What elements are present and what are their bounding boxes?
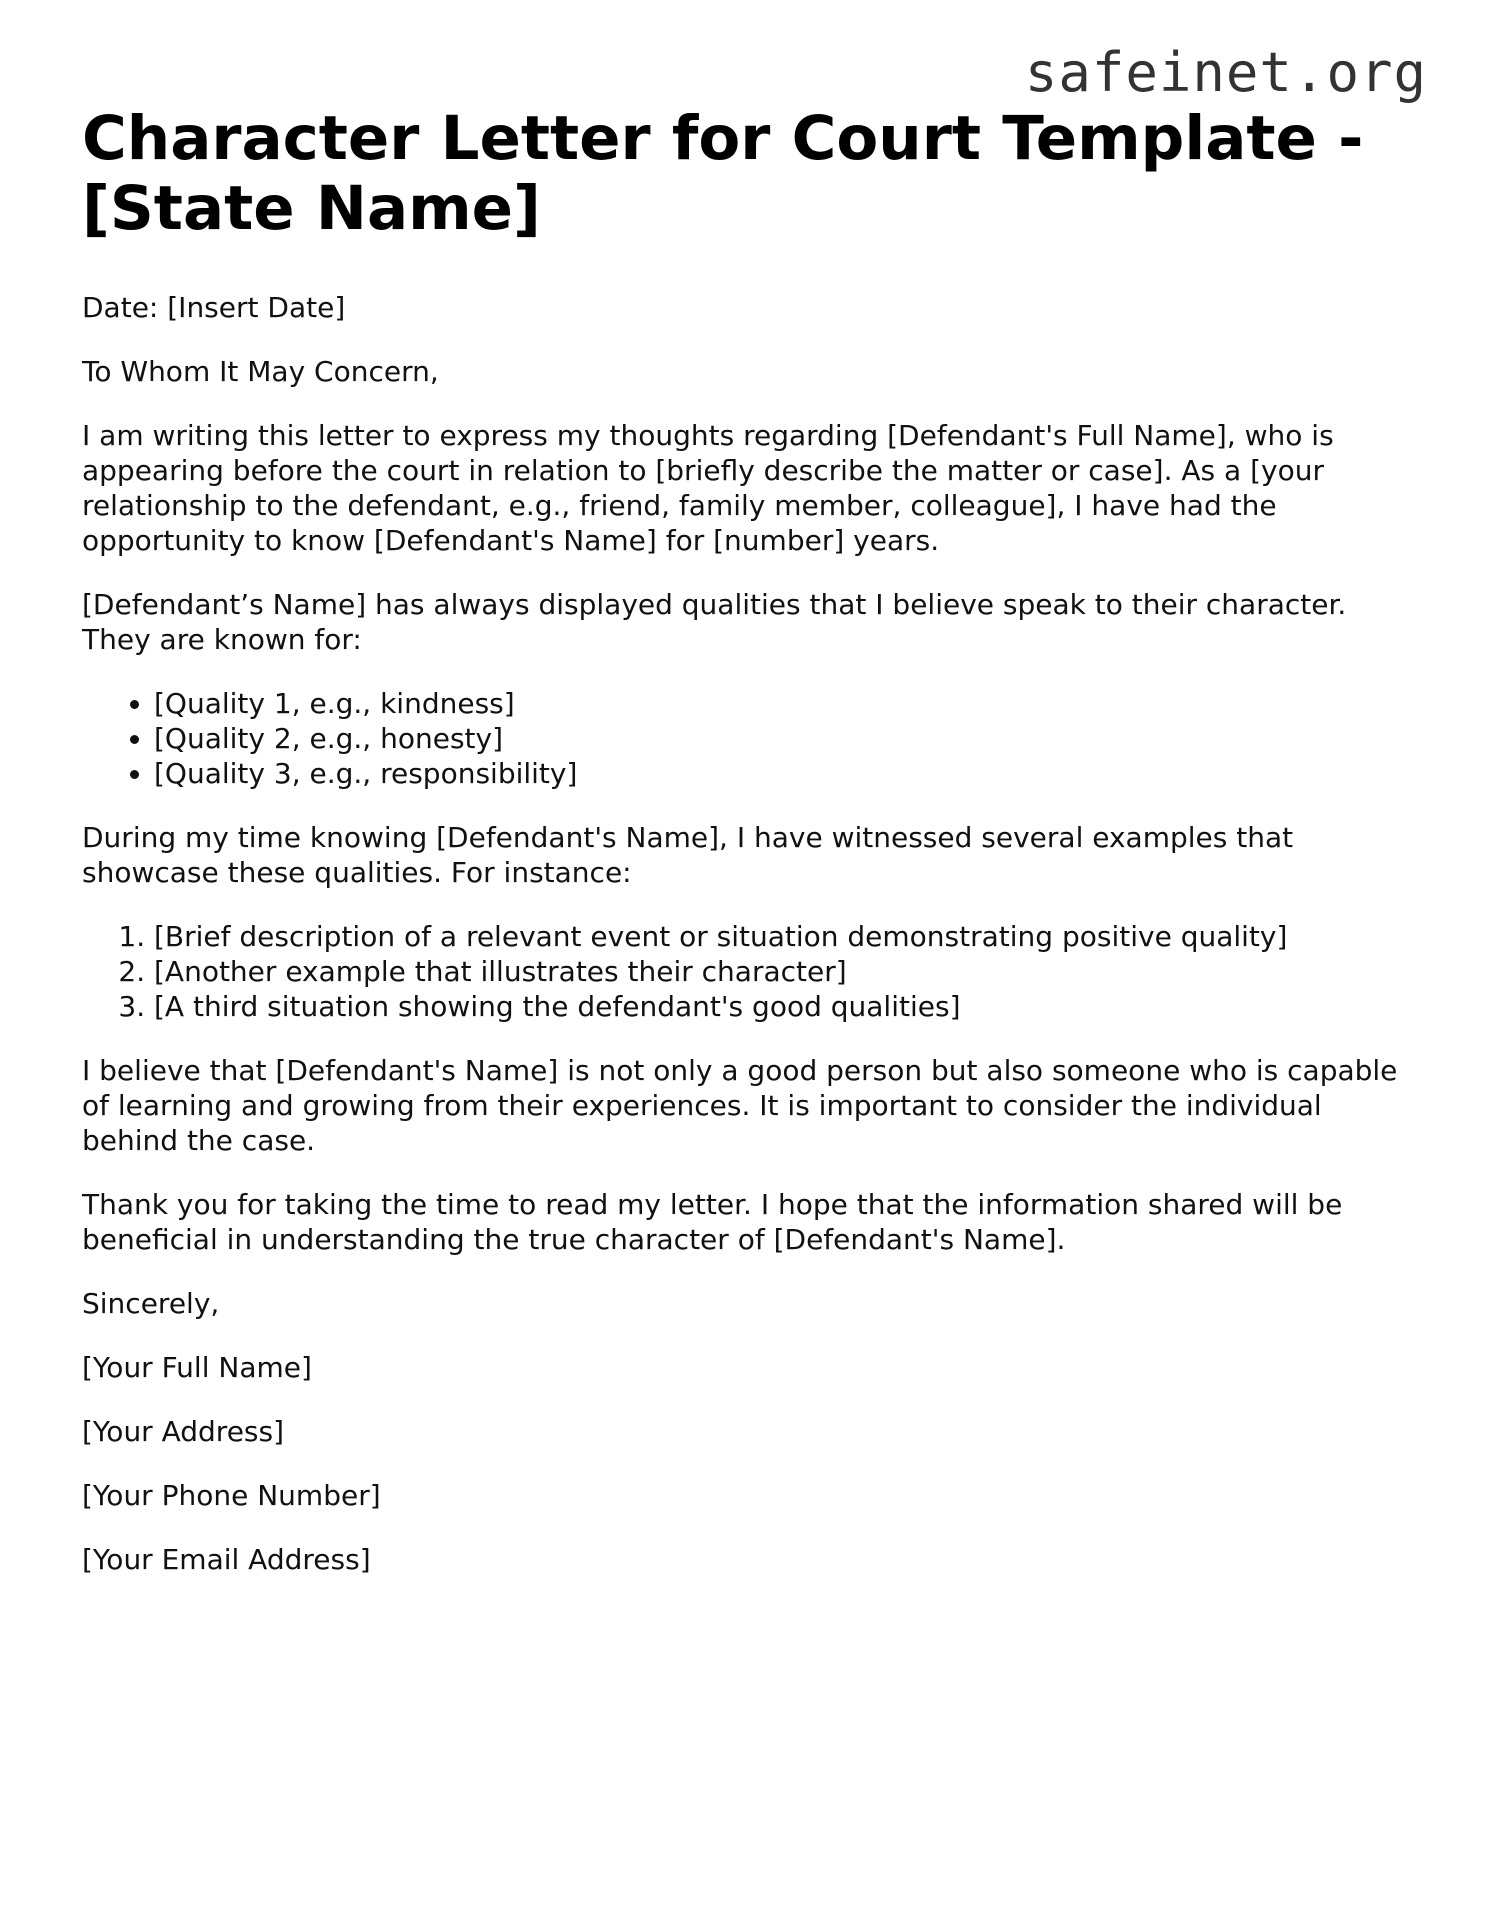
qualities-list [82,686,1422,791]
list-item: 1. [Brief description of a relevant event or situation demonstrating positive quality] [154,919,1422,954]
intro-paragraph: I am writing this letter to express my thoughts regarding [Defendant's Full Name], who is appearing before the court in relation to [briefly describe the matter or case]. As a [your relationship to the defendant, e.g., friend, family member, colleague], I have had the opportunity to know [Defendant's Name] for [number] years. [82,419,1334,557]
examples-list [82,919,1422,1024]
salutation: To Whom It May Concern, [82,355,439,388]
qualities-intro-paragraph: [Defendant’s Name] has always displayed qualities that I believe speak to their character. They are known for: [82,588,1347,656]
list-item: 2. [Another example that illustrates their character] [154,954,1422,989]
signature-email: [Your Email Address] [82,1543,371,1576]
list-item: • [Quality 1, e.g., kindness] [154,686,1422,721]
page-title: Character Letter for Court Template - [State Name] [82,103,1364,244]
watermark: safeinet.org [1024,41,1427,104]
signature-address: [Your Address] [82,1415,285,1448]
date-line: Date: [Insert Date] [82,291,346,324]
signature-name: [Your Full Name] [82,1351,312,1384]
letter-document [82,104,1422,1577]
list-item: • [Quality 2, e.g., honesty] [154,721,1422,756]
list-item: 3. [A third situation showing the defendant's good qualities] [154,989,1422,1024]
closing: Sincerely, [82,1287,220,1320]
belief-paragraph: I believe that [Defendant's Name] is not only a good person but also someone who is capable of learning and growing from their experiences. It is important to consider the individual behind the case. [82,1054,1398,1157]
examples-intro-paragraph: During my time knowing [Defendant's Name], I have witnessed several examples that showcase these qualities. For instance: [82,821,1294,889]
signature-phone: [Your Phone Number] [82,1479,381,1512]
thanks-paragraph: Thank you for taking the time to read my letter. I hope that the information shared will be beneficial in understanding the true character of [Defendant's Name]. [82,1188,1343,1256]
list-item: • [Quality 3, e.g., responsibility] [154,756,1422,791]
